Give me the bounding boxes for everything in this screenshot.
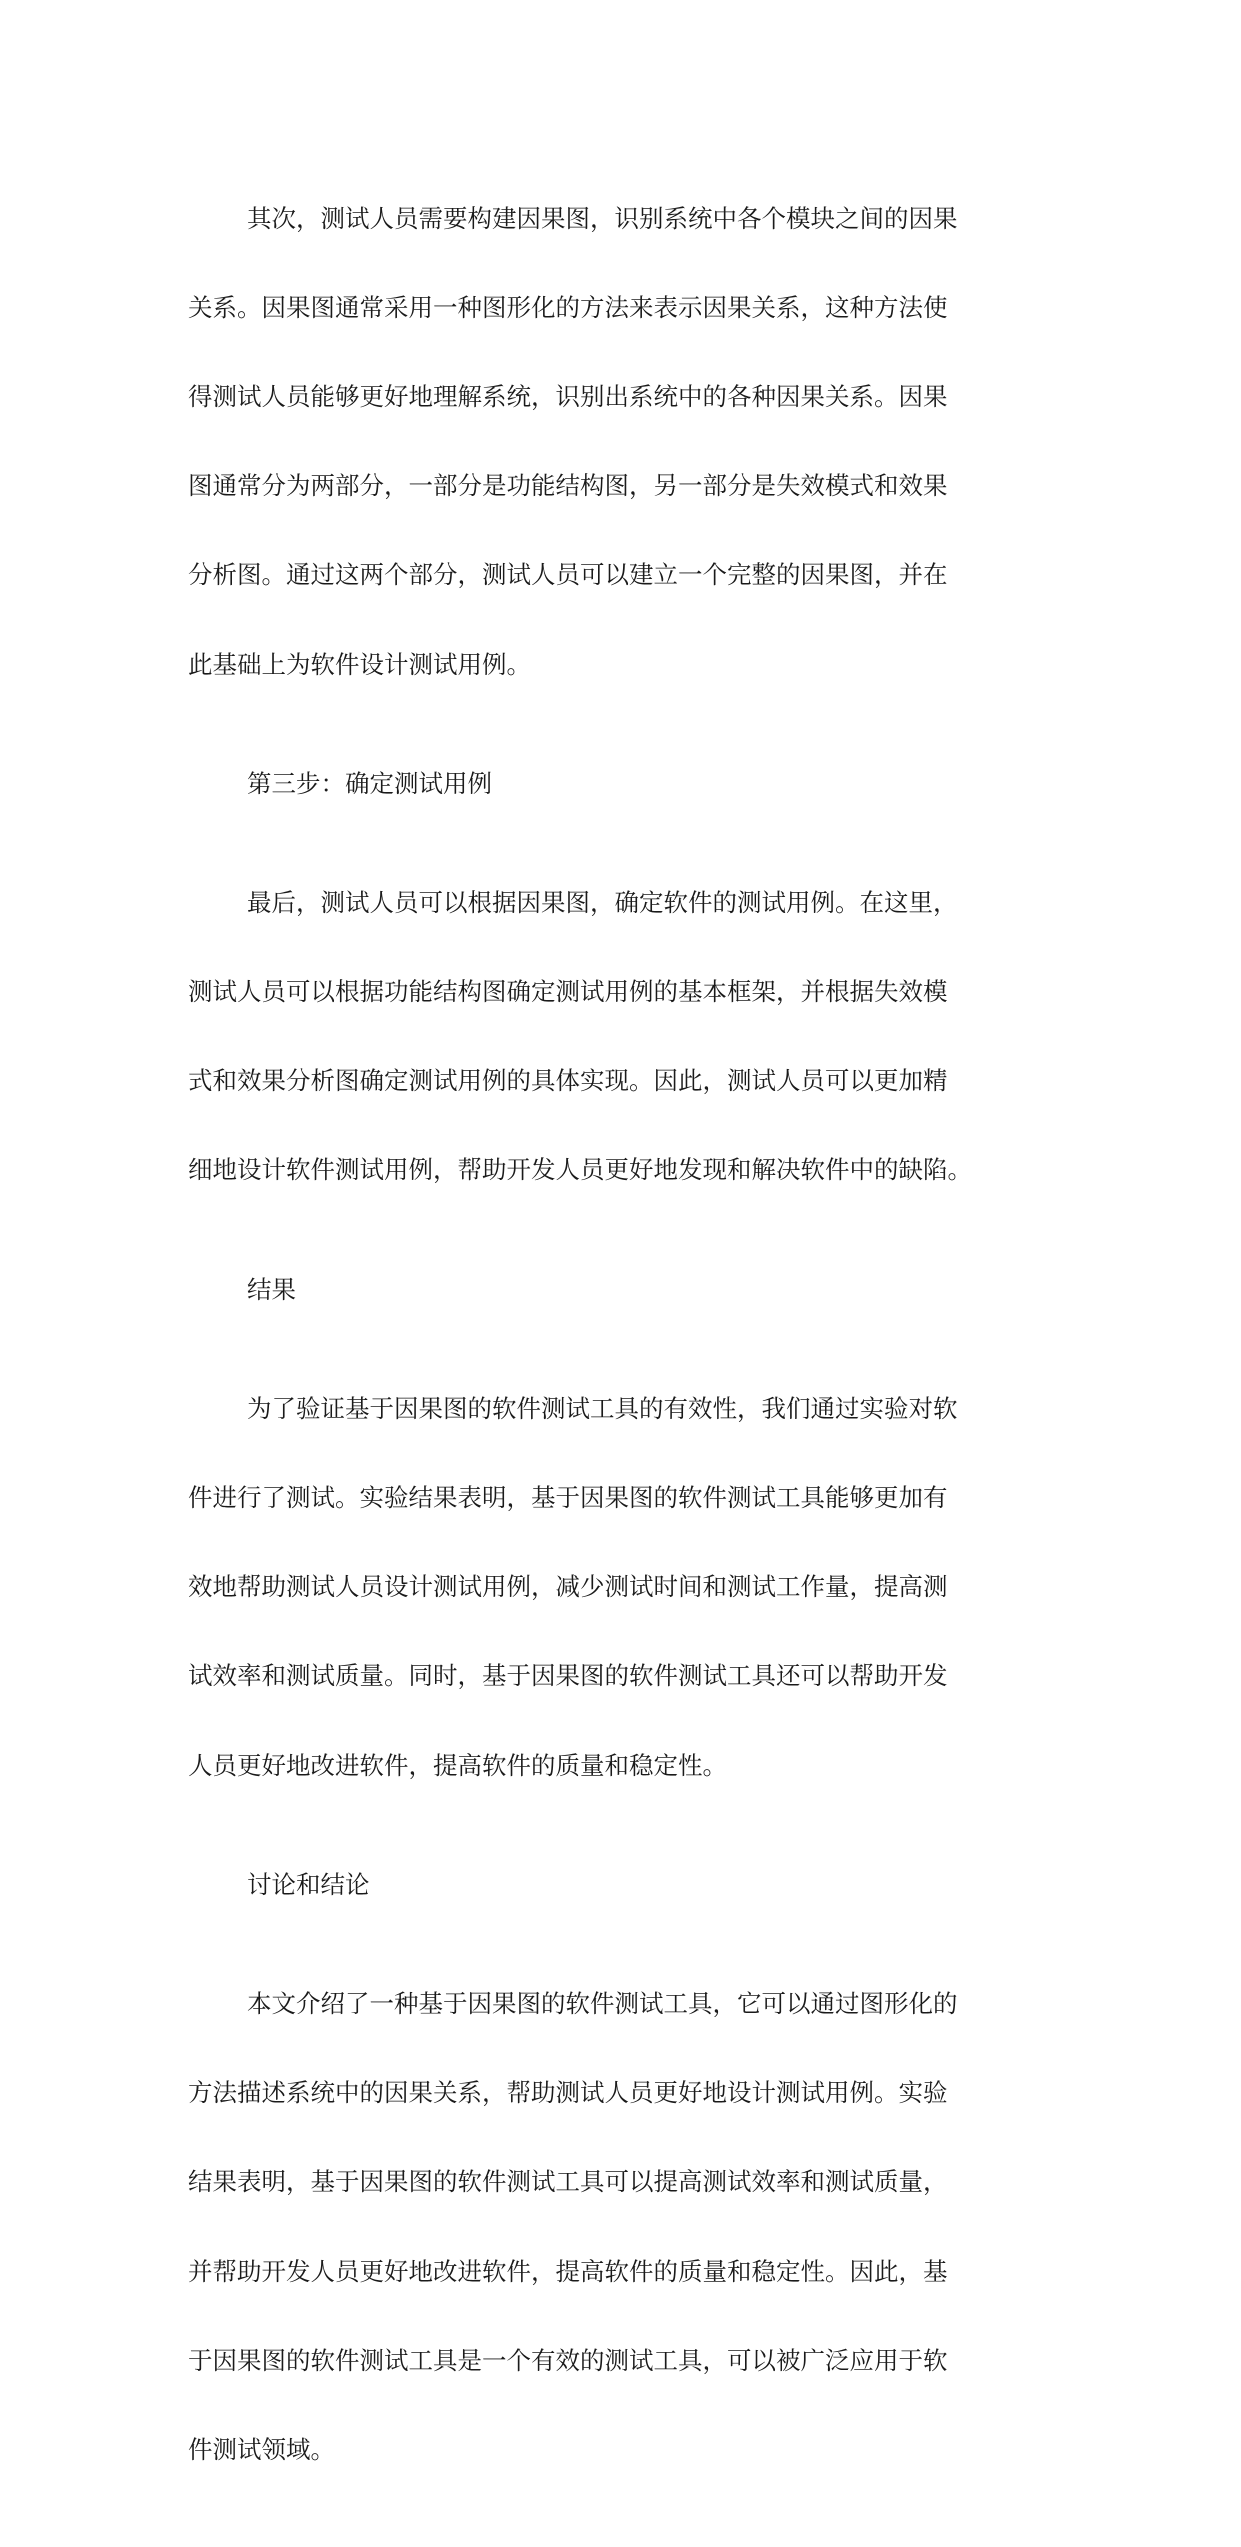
paragraph-line: 此基础上为软件设计测试用例。: [188, 649, 531, 679]
paragraph-line: 图通常分为两部分，一部分是功能结构图，另一部分是失效模式和效果: [188, 471, 948, 501]
paragraph-conclusion: [188, 1937, 1048, 2517]
section-heading-results: 结果: [247, 1274, 296, 1304]
section-heading-step-three: 第三步：确定测试用例: [247, 768, 492, 798]
paragraph-line: 效地帮助测试人员设计测试用例，减少测试时间和测试工作量，提高测: [188, 1572, 948, 1602]
paragraph-results: [188, 1342, 1048, 1833]
paragraph-cause-effect-graph: [188, 152, 1048, 732]
paragraph-line: 于因果图的软件测试工具是一个有效的测试工具，可以被广泛应用于软: [188, 2345, 948, 2375]
paragraph-line: 细地设计软件测试用例，帮助开发人员更好地发现和解决软件中的缺陷。: [188, 1155, 972, 1185]
paragraph-line: 试效率和测试质量。同时，基于因果图的软件测试工具还可以帮助开发: [188, 1661, 948, 1691]
paragraph-line: 关系。因果图通常采用一种图形化的方法来表示因果关系，这种方法使: [188, 292, 948, 322]
paragraph-line: 并帮助开发人员更好地改进软件，提高软件的质量和稳定性。因此，基: [188, 2256, 948, 2286]
paragraph-line: 人员更好地改进软件，提高软件的质量和稳定性。: [188, 1750, 727, 1780]
document-body: [188, 152, 1048, 2547]
section-heading-discussion: 讨论和结论: [247, 1869, 370, 1899]
paragraph-line: 件进行了测试。实验结果表明，基于因果图的软件测试工具能够更加有: [188, 1483, 948, 1513]
paragraph-line: 得测试人员能够更好地理解系统，识别出系统中的各种因果关系。因果: [188, 381, 948, 411]
paragraph-line: 最后，测试人员可以根据因果图，确定软件的测试用例。在这里，: [247, 887, 958, 917]
paragraph-line: 式和效果分析图确定测试用例的具体实现。因此，测试人员可以更加精: [188, 1066, 948, 1096]
paragraph-line: 方法描述系统中的因果关系，帮助测试人员更好地设计测试用例。实验: [188, 2078, 948, 2108]
paragraph-test-cases: [188, 836, 1048, 1237]
paragraph-line: 分析图。通过这两个部分，测试人员可以建立一个完整的因果图，并在: [188, 560, 948, 590]
paragraph-line: 本文介绍了一种基于因果图的软件测试工具，它可以通过图形化的: [247, 1988, 958, 2018]
paragraph-line: 为了验证基于因果图的软件测试工具的有效性，我们通过实验对软: [247, 1393, 958, 1423]
paragraph-line: 结果表明，基于因果图的软件测试工具可以提高测试效率和测试质量，: [188, 2167, 948, 2197]
paragraph-line: 其次，测试人员需要构建因果图，识别系统中各个模块之间的因果: [247, 203, 958, 233]
paragraph-line: 件测试领域。: [188, 2434, 335, 2464]
paragraph-line: 测试人员可以根据功能结构图确定测试用例的基本框架，并根据失效模: [188, 977, 948, 1007]
